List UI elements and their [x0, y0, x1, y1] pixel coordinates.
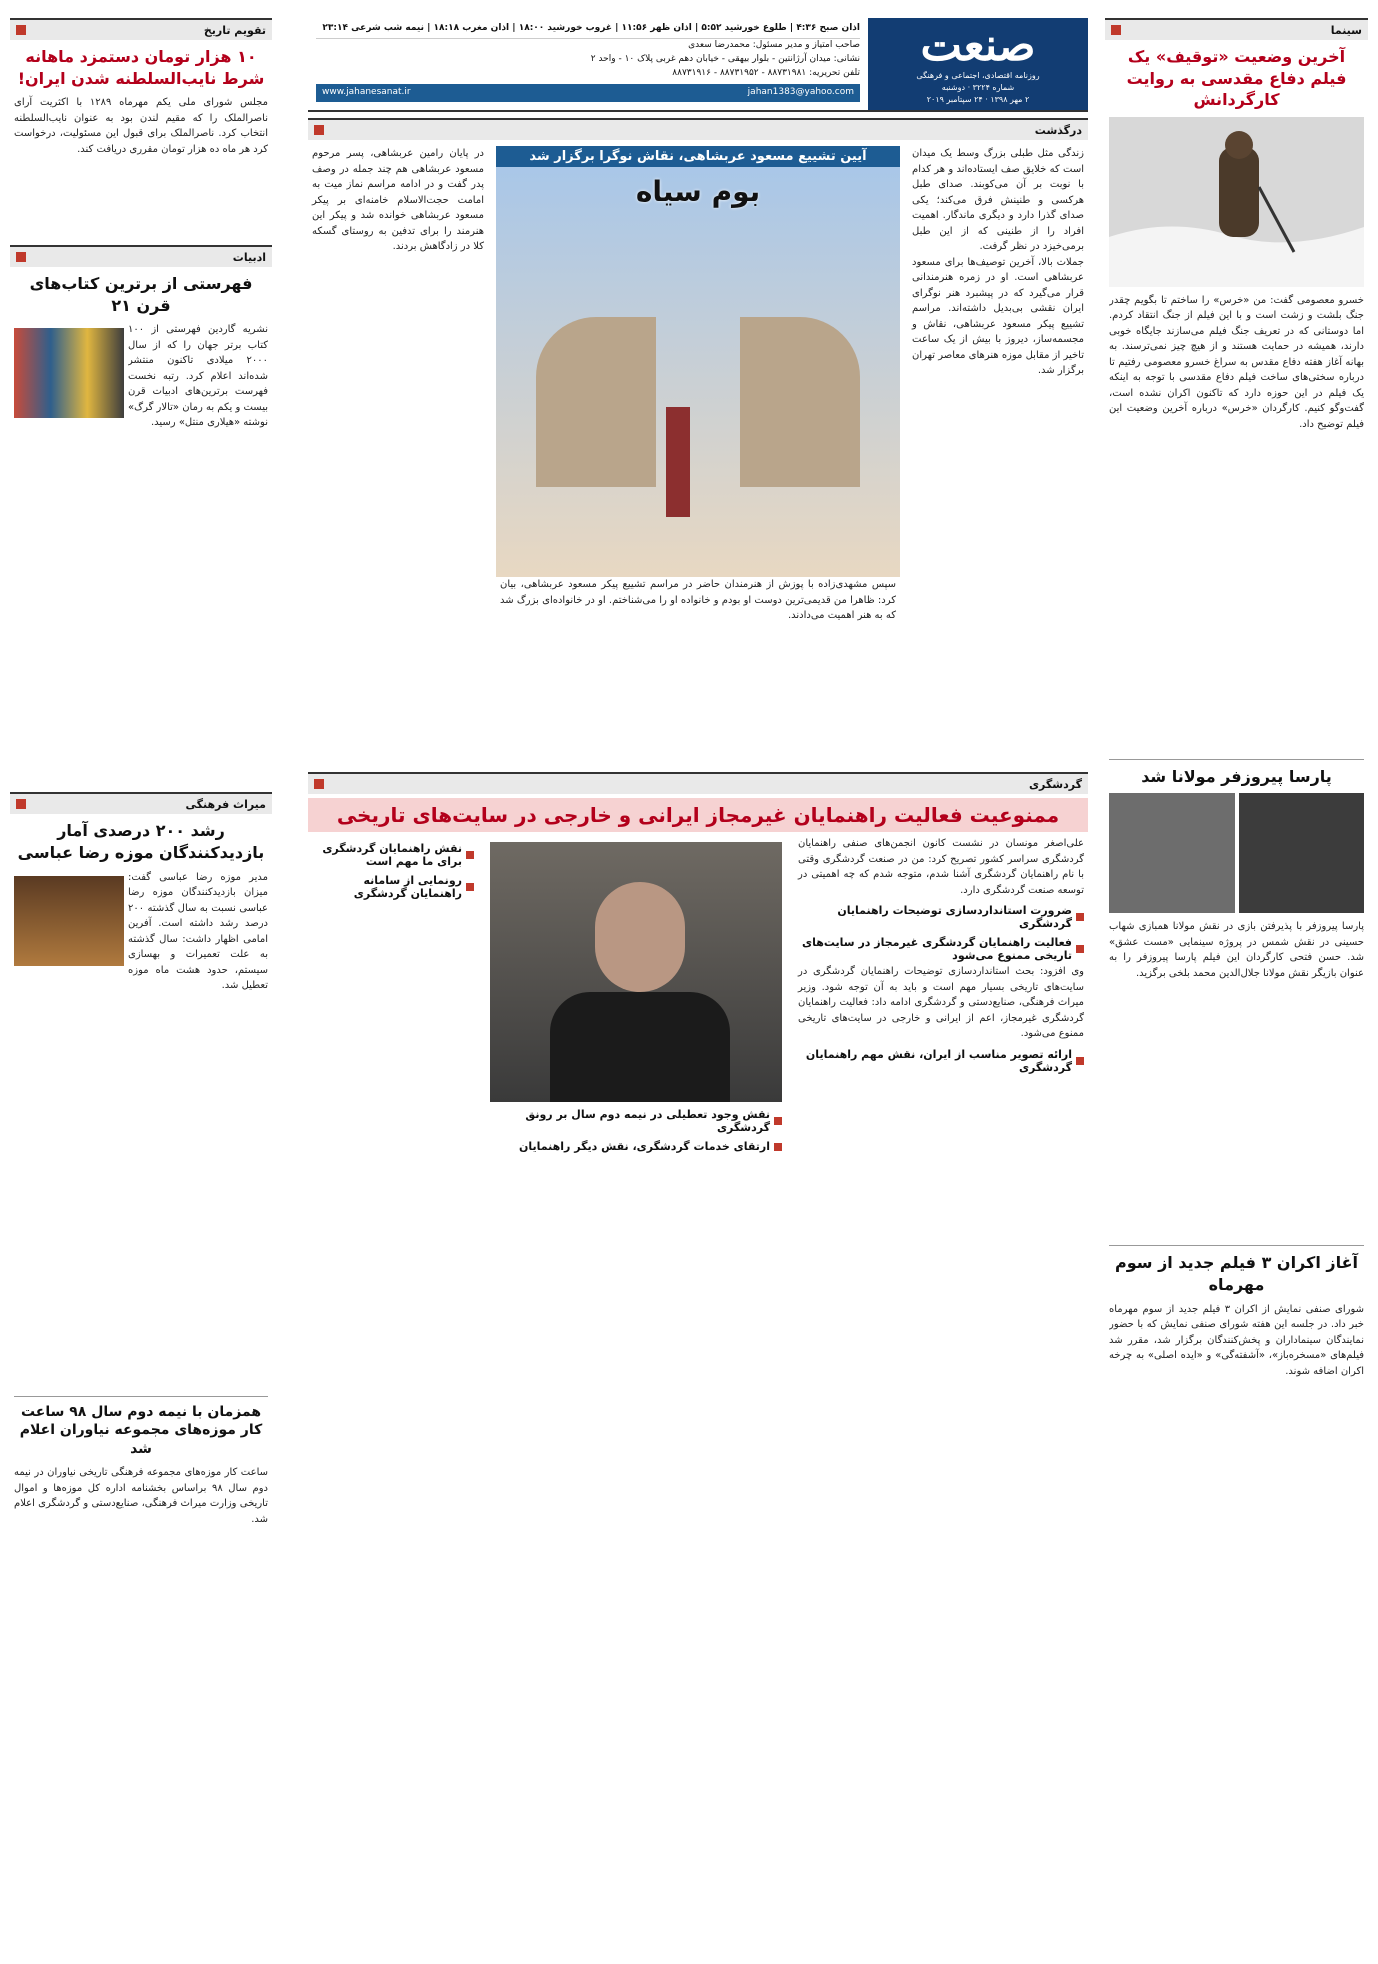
section-marker-icon	[1111, 25, 1121, 35]
masthead-info	[308, 18, 868, 110]
feature-text-cols	[496, 577, 900, 624]
subheading-text: ارائه تصویر مناسب از ایران، نقش مهم راهنمایان گردشگری	[805, 1047, 1072, 1074]
bullet-icon	[1076, 1057, 1084, 1065]
subheading	[798, 1048, 1084, 1074]
article-banner: آیین تشییع مسعود عربشاهی، نقاش نوگرا برگزار شد	[496, 146, 900, 167]
article-body: در پایان رامین عربشاهی، پسر مرحوم مسعود عربشاهی هم چند جمله در وصف پدر گفت و در ادامه مراسم نماز میت به امامت حجت‌الاسلام خامنه‌ای بر پیکر مسعود عربشاهی خوانده شد و پیکر این هنرمند را برای تدفین به روستای گسکه کلا در زادگاهش بردند.	[312, 148, 484, 252]
article-body: وی افزود: بحث استانداردسازی توضیحات راهنمایان گردشگری در سایت‌های تاریخی بسیار مهم است و باید به آن توجه شود. وزیر میراث فرهنگی، صنایع‌دستی و گردشگری ادامه داد: فعالیت راهنمایان گردشگری غیرمجاز، اعم از ایرانی و خارجی در سایت‌های تاریخی ممنوع می‌شود.	[798, 966, 1084, 1039]
photo-museum	[496, 167, 900, 577]
museum-wing-right	[740, 317, 860, 487]
story-body: پارسا پیروزفر با پذیرفتن بازی در نقش مولانا همبازی شهاب حسینی در نقش شمس در پروژه سینمایی «مست عشق» شد. حسن فتحی کارگردان این فیلم پارسا پیروزفر را به عنوان بازیگر نقش مولانا جلال‌الدین محمد بلخی برگزید.	[1109, 921, 1364, 979]
story-body: مدیر موزه رضا عباسی گفت: میزان بازدیدکنندگان موزه رضا عباسی نسبت به سال گذشته ۲۰۰ درصد رشد داشته است. آفرین امامی اظهار داشت: سال گذشته به علت تعمیرات و بهسازی سیستم، حدود هشت ماه موزه تعطیل شد.	[128, 871, 268, 992]
tourism-photo-col	[486, 836, 786, 1155]
obituary-layout	[308, 146, 1088, 766]
story-body: خسرو معصومی گفت: من «خرس» را ساختم تا بگویم چقدر جنگ بلشت و زشت است و با این فیلم از جنگ انتقاد کردم. اما دوستانی که در تعریف جنگ فیلم می‌سازند جایگاه خوبی دارند، همیشه در حمایت هستند و از هیچ چیز نمی‌ترسند. به بهانه آغاز هفته دفاع مقدس به سراغ خسرو معصومی رفتیم تا درباره سختی‌های ساخت فیلم دفاع مقدسی با توجه به اینکه یک فیلم در این حوزه دارد که تاکنون اکران نشده است، گفت‌وگو کنیم. کارگردان «خرس» درباره آخرین وضعیت این فیلم توضیح داد.	[1109, 294, 1364, 430]
story-headline: همزمان با نیمه دوم سال ۹۸ ساعت کار موزه‌های مجموعه نیاوران اعلام شد	[14, 1396, 268, 1460]
minister-suit	[550, 992, 730, 1102]
article-body: زندگی مثل طبلی بزرگ وسط یک میدان است که خلایق صف ایستاده‌اند و هر کدام با نوبت بر آن می‌کوبند. صدای طبل هرکسی و طنینش فرق می‌کند؛ یکی صدای گذرا دارد و دیگری ماندگار. اهمیت افراد را از طنینی که از این طبل برمی‌خیزد در نظر گرفت.	[912, 148, 1084, 252]
section-marker-icon	[16, 25, 26, 35]
section-tag-history	[10, 18, 272, 40]
section-marker-icon	[16, 799, 26, 809]
subheading	[312, 842, 474, 868]
section-label: سینما	[1330, 23, 1362, 37]
issue-info: شماره ۳۲۲۴ · دوشنبه	[941, 83, 1015, 92]
article-body: علی‌اصغر مونسان در نشست کانون انجمن‌های صنفی راهنمایان گردشگری سراسر کشور تصریح کرد: من در صنعت گردشگری وقتی با نام راهنمایان گردشگری آشنا شدم، متوجه شدم که چه اهمیتی در توسعه صنعت گردشگری دارد.	[798, 838, 1084, 896]
logo-slogan: روزنامه اقتصادی، اجتماعی و فرهنگی	[916, 71, 1040, 80]
section-tag-heritage	[10, 792, 272, 814]
tourism-headline: ممنوعیت فعالیت راهنمایان غیرمجاز ایرانی و خارجی در سایت‌های تاریخی	[308, 798, 1088, 832]
story-headline: رشد ۲۰۰ درصدی آمار بازدیدکنندگان موزه رضا عباسی	[17, 821, 265, 862]
photo-snow-scene	[1109, 117, 1364, 287]
tourism-layout	[308, 836, 1088, 1155]
obituary-feature	[496, 146, 900, 766]
right-column	[1105, 18, 1368, 1954]
story-headline: ۱۰ هزار تومان دستمزد ماهانه شرط نایب‌السلطنه شدن ایران!	[17, 47, 265, 88]
issue-number: شماره ۳۲۲۴	[972, 83, 1015, 92]
story-body: ساعت کار موزه‌های مجموعه فرهنگی تاریخی نیاوران در نیمه دوم سال ۹۸ براساس بخشنامه اداره کل موزه‌ها و اموال تاریخی وزارت میراث فرهنگی، صنایع‌دستی و گردشگری اعلام شد.	[14, 1467, 268, 1525]
story-headline: آغاز اکران ۳ فیلم جدید از سوم مهرماه	[1109, 1245, 1364, 1295]
prayer-times: اذان صبح ۴:۳۶ | طلوع خورشید ۵:۵۲ | اذان ظهر ۱۱:۵۶ | غروب خورشید ۱۸:۰۰ | اذان مغرب ۱۸:۱۸ | نیمه شب شرعی ۲۳:۱۴	[316, 22, 860, 39]
masthead	[308, 18, 1088, 112]
left-column	[10, 18, 272, 1954]
tourism-text-col	[308, 836, 478, 1155]
museum-wing-left	[536, 317, 656, 487]
memorial-podium	[666, 407, 690, 517]
bullet-icon	[1076, 913, 1084, 921]
section-tag-literature	[10, 245, 272, 267]
story-body: نشریه گاردین فهرستی از ۱۰۰ کتاب برتر جهان را که از سال ۲۰۰۰ میلادی تاکنون منتشر شده‌اند اعلام کرد. رتبه نخست فهرست برترین‌های ادبیات قرن بیست و یکم به رمان «تالار گرگ» نوشته «هیلاری منتل» رسید.	[128, 324, 268, 429]
section-tag-tourism	[308, 772, 1088, 794]
section-label: میراث فرهنگی	[185, 797, 266, 811]
section-label: گردشگری	[1028, 777, 1082, 791]
section-tag-obituary	[308, 118, 1088, 140]
subheading	[312, 874, 474, 900]
subheading	[798, 904, 1084, 930]
middle-column	[308, 18, 1088, 1954]
address: نشانی: میدان آرژانتین - بلوار بیهقی - خیابان دهم غربی پلاک ۱۰ - واحد ۲	[590, 53, 860, 64]
photo-actors	[1109, 793, 1364, 913]
subheading-text: رونمایی از سامانه راهنمایان گردشگری	[353, 874, 462, 900]
subheading-text: نقش راهنمایان گردشگری برای ما مهم است	[322, 842, 462, 868]
section-label: تقویم تاریخ	[203, 23, 266, 37]
tourism-text-col	[794, 836, 1088, 1155]
story-body: مجلس شورای ملی یکم مهرماه ۱۲۸۹ با اکثریت آرای ناصرالملک را که مقیم لندن بود به عنوان نایب‌السلطنه انتخاب کرد. ناصرالملک برای قبول این مسئولیت، درخواست کرد هر ماه ده هزار تومان مقرری دریافت کند.	[14, 97, 268, 155]
photo-books	[14, 328, 124, 418]
website-link[interactable]: www.jahanesanat.ir	[322, 86, 411, 97]
email-link[interactable]: jahan1383@yahoo.com	[747, 86, 854, 97]
subheading	[490, 1108, 782, 1134]
subheading-text: فعالیت راهنمایان گردشگری غیرمجاز در سایت‌های تاریخی ممنوع می‌شود	[802, 936, 1072, 962]
actor-portrait	[1109, 793, 1235, 913]
issue-day: دوشنبه	[941, 83, 966, 92]
subheading-text: ضرورت استانداردسازی توضیحات راهنمایان گردشگری	[837, 904, 1072, 930]
photo-minister	[490, 842, 782, 1102]
section-tag-cinema	[1105, 18, 1368, 40]
bullet-icon	[466, 851, 474, 859]
section-label: درگذشت	[1034, 123, 1082, 137]
story-body: شورای صنفی نمایش از اکران ۳ فیلم جدید از سوم مهرماه خبر داد. در جلسه این هفته شورای صنفی نمایش که با حضور نمایندگان سینماداران و پخش‌کنندگان برگزار شد، مقرر شد فیلم‌های «مسخره‌باز»، «آشفته‌گی» و «ایده اصلی» به چرخه اکران اضافه شوند.	[1109, 1303, 1364, 1377]
masthead-contact-bar	[316, 84, 860, 102]
obituary-text-col	[908, 146, 1088, 766]
subheading-text: ارتقای خدمات گردشگری، نقش دیگر راهنمایان	[519, 1140, 770, 1153]
subheading	[798, 936, 1084, 962]
obituary-text-col	[308, 146, 488, 766]
story-headline: فهرستی از برترین کتاب‌های قرن ۲۱	[29, 274, 253, 315]
phone: تلفن تحریریه: ۸۸۷۳۱۹۸۱ - ۸۸۷۳۱۹۵۲ - ۸۸۷۳۱۹۱۶	[672, 67, 860, 78]
feature-title: بوم سیاه	[635, 175, 761, 208]
section-marker-icon	[314, 779, 324, 789]
publisher: صاحب امتیاز و مدیر مسئول: محمدرضا سعدی	[688, 39, 860, 50]
issue-date-greg: ۲۴ سپتامبر ۲۰۱۹	[926, 95, 983, 104]
bullet-icon	[774, 1143, 782, 1151]
issue-date-shamsi: ۲ مهر ۱۳۹۸	[990, 95, 1030, 104]
section-marker-icon	[16, 252, 26, 262]
bullet-icon	[466, 883, 474, 891]
actor-portrait	[1239, 793, 1365, 913]
section-marker-icon	[314, 125, 324, 135]
story-headline: آخرین وضعیت «توقیف» یک فیلم دفاع مقدسی به روایت کارگردانش	[1126, 47, 1347, 110]
logo-text: صنعت	[920, 20, 1036, 71]
bullet-icon	[1076, 945, 1084, 953]
article-body: جملات بالا، آخرین توصیف‌ها برای مسعود عربشاهی است. او در زمره هنرمندانی قرار می‌گیرد که در پیشبرد هنر نوگرای ایران نقشی بی‌بدیل داشته‌اند. مراسم تشییع پیکر مسعود عربشاهی، نقاش و مجسمه‌ساز، دیروز با بیش از یک ساعت تاخیر از مقابل موزه هنرهای معاصر تهران برگزار شد.	[912, 256, 1084, 376]
bullet-icon	[774, 1117, 782, 1125]
subheading	[490, 1140, 782, 1153]
masthead-logo	[868, 18, 1088, 110]
subheading-text: نقش وجود تعطیلی در نیمه دوم سال بر رونق گردشگری	[525, 1108, 770, 1134]
story-headline: پارسا پیروزفر مولانا شد	[1109, 759, 1364, 788]
snow-figure-illustration	[1109, 117, 1364, 287]
minister-face	[595, 882, 685, 992]
article-body: سپس مشهدی‌زاده با پوزش از هنرمندان حاضر در مراسم تشییع پیکر مسعود عربشاهی، بیان کرد: ظاهرا من قدیمی‌ترین دوست او بودم و خانواده او را می‌شناختم. او در خانواده‌ای بزرگ شد که به هنر اهمیت می‌دادند.	[500, 579, 896, 621]
section-label: ادبیات	[232, 250, 266, 264]
photo-museum-painting	[14, 876, 124, 966]
issue-dates: ۲ مهر ۱۳۹۸ · ۲۴ سپتامبر ۲۰۱۹	[926, 95, 1030, 104]
